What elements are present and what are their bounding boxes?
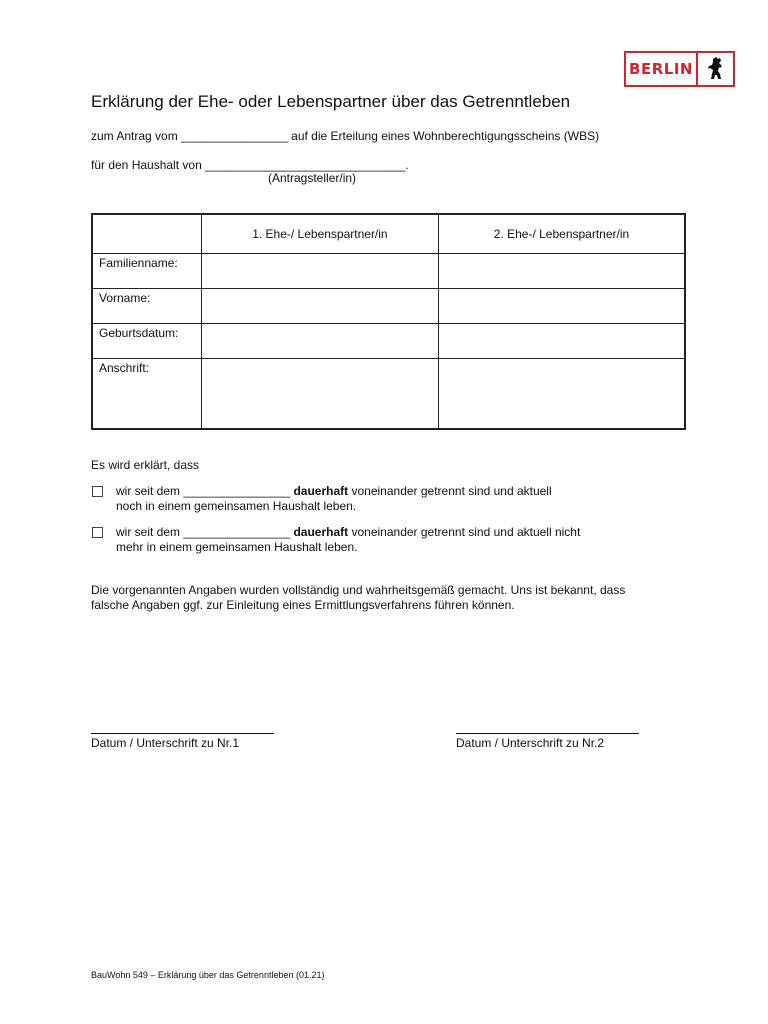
- partner-2-anschrift-field[interactable]: [438, 359, 685, 429]
- option-1-post: voneinander getrennt sind und aktuell: [348, 484, 552, 498]
- table-row: [92, 324, 685, 359]
- partner-1-anschrift-field[interactable]: [201, 359, 438, 429]
- partner-2-familienname-field[interactable]: [438, 254, 685, 289]
- option-2-bold: dauerhaft: [293, 525, 349, 539]
- page-title: Erklärung der Ehe- oder Lebenspartner über das Getrenntleben: [91, 92, 571, 111]
- signature-label-2: Datum / Unterschrift zu Nr.2: [456, 736, 605, 750]
- option-1-checkbox[interactable]: [92, 486, 103, 497]
- declaration-heading: Es wird erklärt, dass: [91, 458, 200, 472]
- option-2-line2: mehr in einem gemeinsamen Haushalt leben.: [116, 540, 358, 554]
- partner-1-familienname-field[interactable]: [201, 254, 438, 289]
- row-label-familienname: Familienname:: [99, 256, 178, 270]
- partner-1-vorname-field[interactable]: [201, 289, 438, 324]
- table-header-empty: [92, 214, 201, 254]
- row-label-anschrift: Anschrift:: [99, 361, 150, 375]
- table-header-partner-2: 2. Ehe-/ Lebenspartner/in: [438, 214, 685, 254]
- table-header-partner-1: 1. Ehe-/ Lebenspartner/in: [201, 214, 438, 254]
- partner-details-table: [91, 213, 686, 430]
- partner-1-geburtsdatum-field[interactable]: [201, 324, 438, 359]
- affirmation-line-1: Die vorgenannten Angaben wurden vollständig und wahrheitsgemäß gemacht. Uns ist bekannt, dass: [91, 583, 626, 597]
- signature-line-2[interactable]: [456, 733, 639, 734]
- table-row: [92, 254, 685, 289]
- form-footer: BauWohn 549 – Erklärung über das Getrenntleben (01.21): [91, 970, 325, 980]
- berlin-bear-icon: [698, 57, 733, 81]
- signature-label-1: Datum / Unterschrift zu Nr.1: [91, 736, 240, 750]
- affirmation-text: [91, 583, 625, 613]
- row-label-geburtsdatum: Geburtsdatum:: [99, 326, 179, 340]
- table-row: [92, 289, 685, 324]
- option-1-text: [116, 484, 552, 514]
- option-1-line2: noch in einem gemeinsamen Haushalt leben.: [116, 499, 357, 513]
- intro-application-line: zum Antrag vom ________________ auf die Erteilung eines Wohnberechtigungsscheins (WBS): [91, 129, 600, 143]
- table-row: [92, 359, 685, 429]
- berlin-logo: [624, 51, 735, 87]
- signature-line-1[interactable]: [91, 733, 274, 734]
- option-2-pre: wir seit dem ________________: [116, 525, 294, 539]
- option-1-bold: dauerhaft: [293, 484, 349, 498]
- option-2-text: [116, 525, 580, 555]
- intro-household-line: für den Haushalt von ______________________________.: [91, 158, 409, 172]
- option-2-checkbox[interactable]: [92, 527, 103, 538]
- option-2-post: voneinander getrennt sind und aktuell nicht: [348, 525, 581, 539]
- partner-2-vorname-field[interactable]: [438, 289, 685, 324]
- affirmation-line-2: falsche Angaben ggf. zur Einleitung eines Ermittlungsverfahrens führen können.: [91, 598, 515, 612]
- partner-2-geburtsdatum-field[interactable]: [438, 324, 685, 359]
- logo-text: BERLIN: [629, 60, 693, 78]
- row-label-vorname: Vorname:: [99, 291, 151, 305]
- option-1-pre: wir seit dem ________________: [116, 484, 294, 498]
- intro-applicant-caption: (Antragsteller/in): [268, 171, 357, 185]
